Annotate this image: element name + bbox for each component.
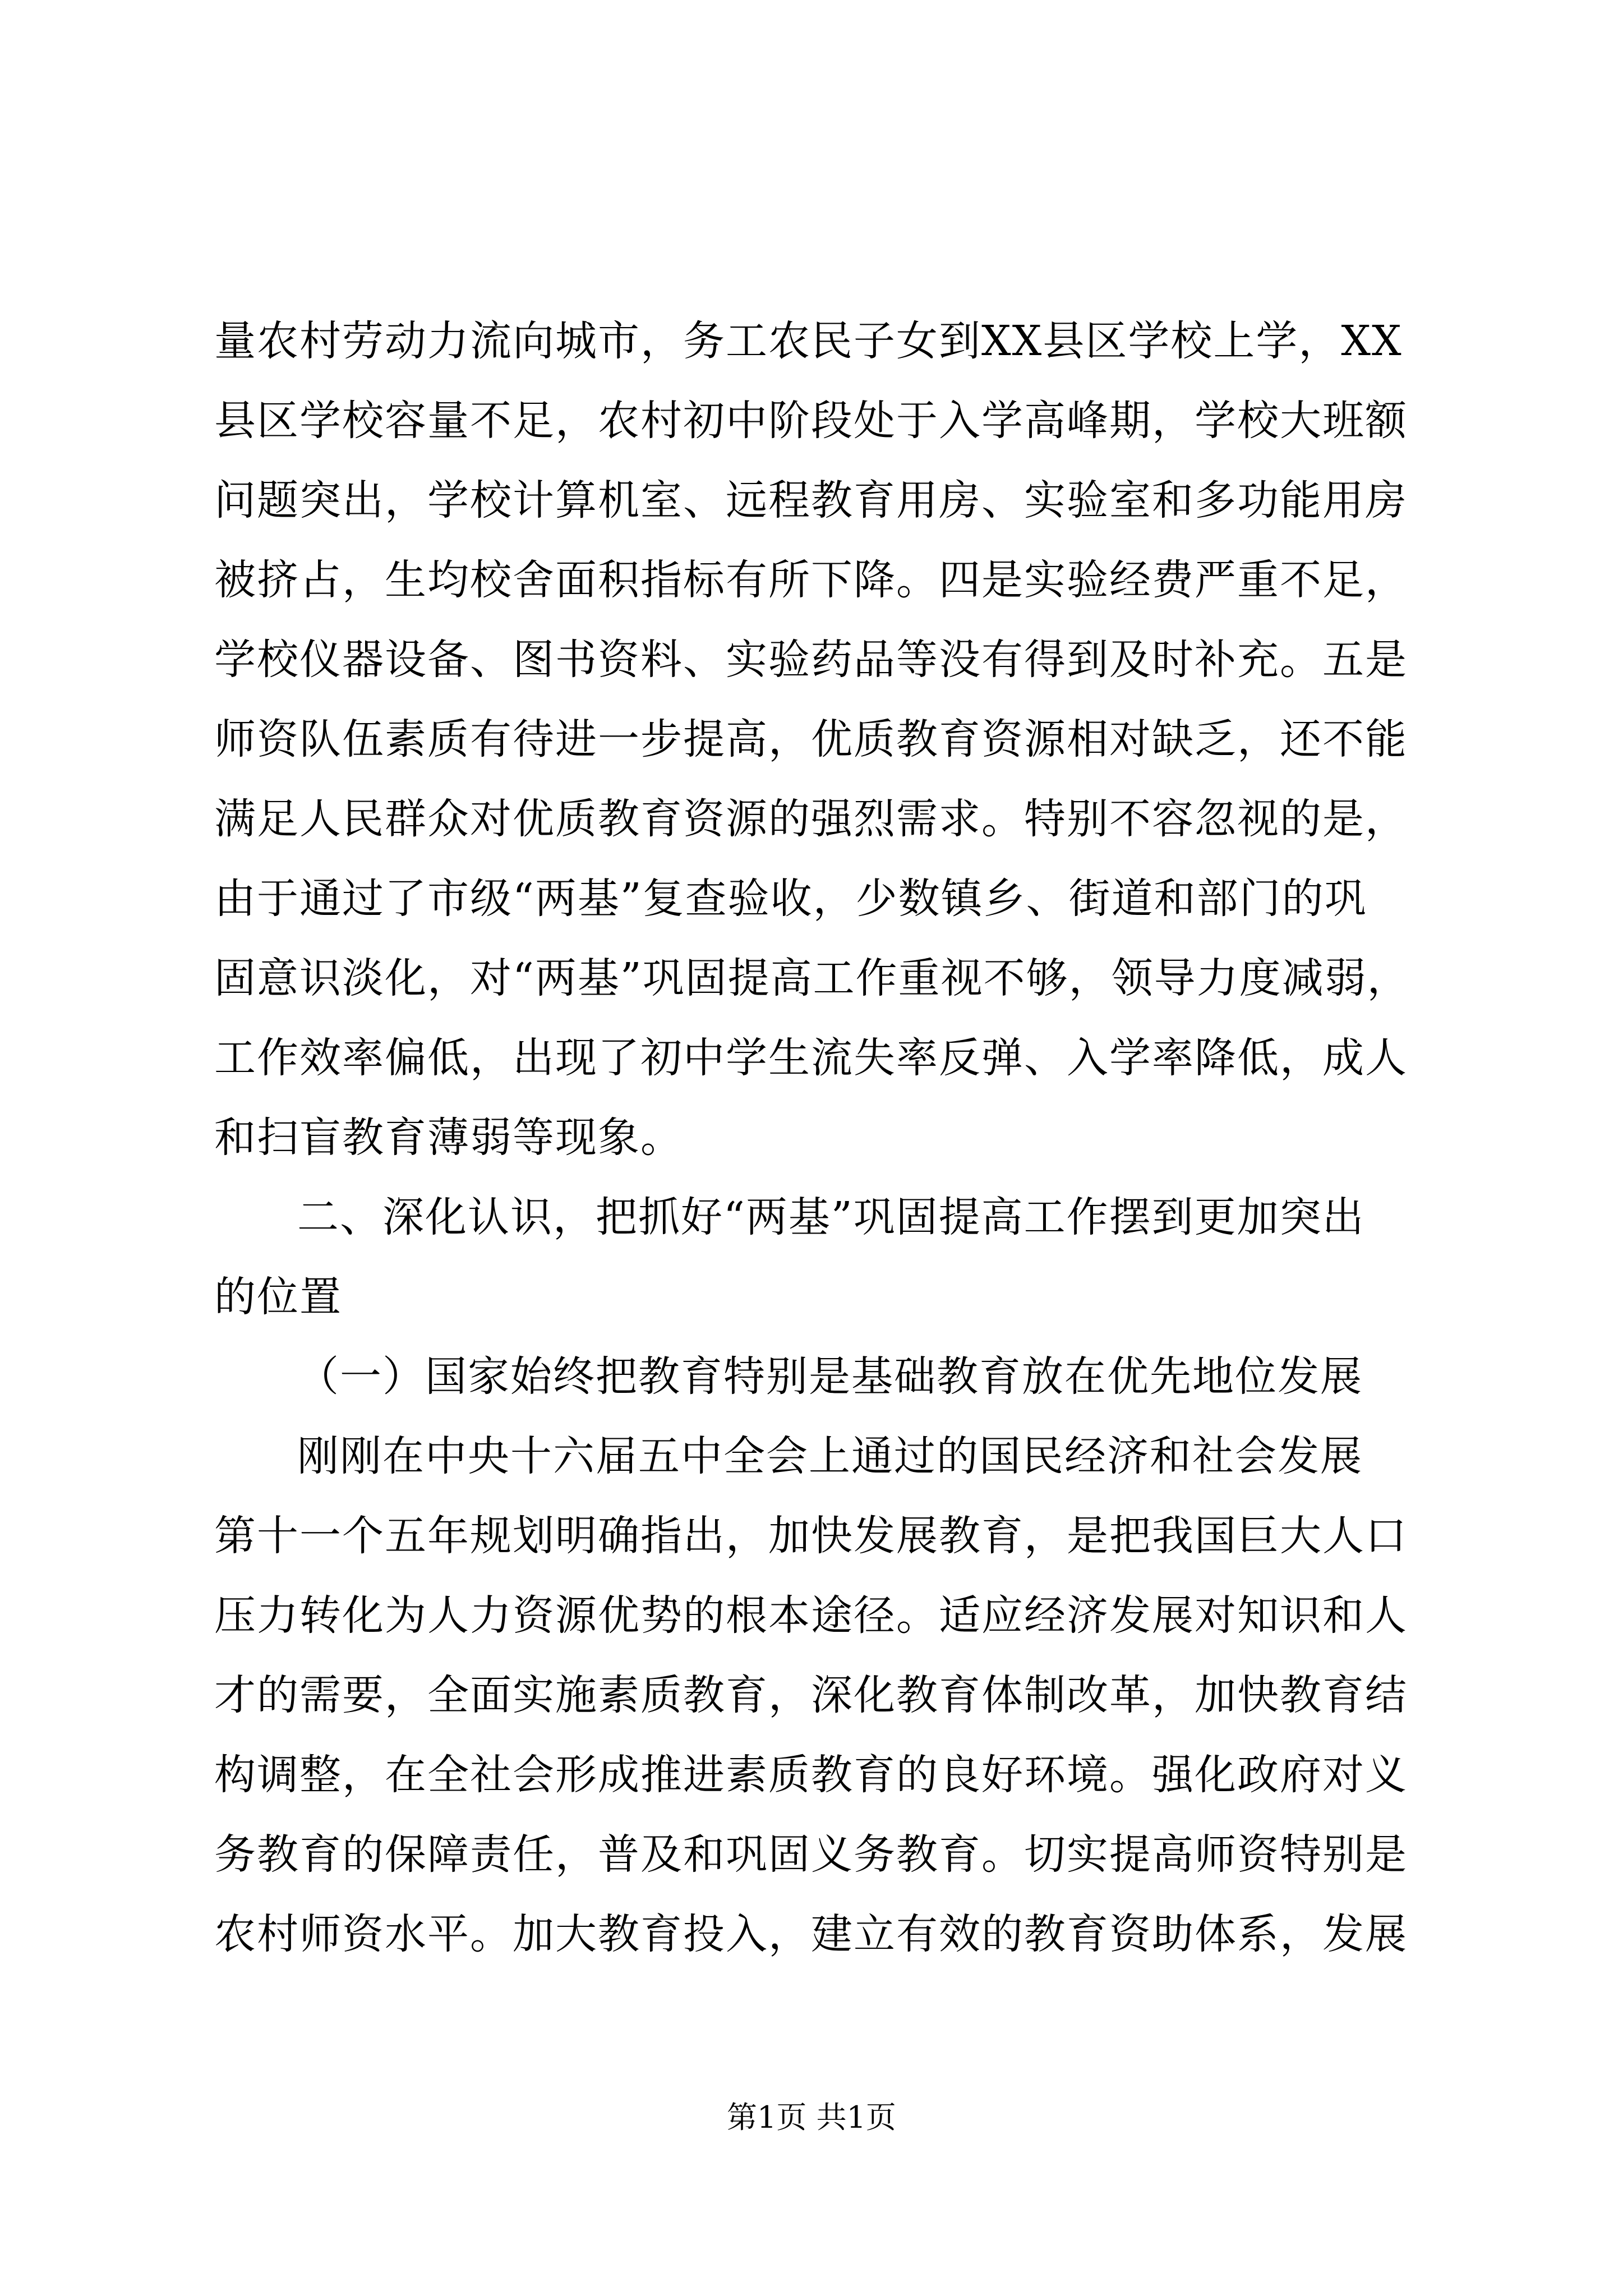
body-line: 学校仪器设备、图书资料、实验药品等没有得到及时补充。五是 (214, 636, 1408, 684)
body-line: 压力转化为人力资源优势的根本途径。适应经济发展对知识和人 (214, 1591, 1408, 1640)
page-footer: 第1页 共1页 (727, 2100, 896, 2135)
body-line: 务教育的保障责任，普及和巩固义务教育。切实提高师资特别是 (214, 1830, 1408, 1879)
body-line: 构调整，在全社会形成推进素质教育的良好环境。强化政府对义 (214, 1751, 1408, 1799)
body-line: 问题突出，学校计算机室、远程教育用房、实验室和多功能用房 (214, 476, 1408, 524)
body-line: 被挤占，生均校舍面积指标有所下降。四是实验经费严重不足， (214, 556, 1408, 604)
body-line: 满足人民群众对优质教育资源的强烈需求。特别不容忽视的是， (214, 795, 1408, 843)
body-line: 和扫盲教育薄弱等现象。 (214, 1114, 683, 1162)
body-line: 量农村劳动力流向城市，务工农民子女到XX县区学校上学，XX (214, 317, 1403, 365)
section-heading: 的位置 (214, 1273, 342, 1321)
body-line: 固意识淡化，对“两基”巩固提高工作重视不够，领导力度减弱， (214, 954, 1410, 1002)
body-line: 第十一个五年规划明确指出，加快发展教育，是把我国巨大人口 (214, 1512, 1408, 1560)
body-line: 刚刚在中央十六届五中全会上通过的国民经济和社会发展 (297, 1432, 1363, 1480)
body-line: 师资队伍素质有待进一步提高，优质教育资源相对缺乏，还不能 (214, 715, 1408, 763)
subsection-heading: （一）国家始终把教育特别是基础教育放在优先地位发展 (297, 1352, 1363, 1401)
body-line: 才的需要，全面实施素质教育，深化教育体制改革，加快教育结 (214, 1671, 1408, 1719)
body-line: 工作效率偏低，出现了初中学生流失率反弹、入学率降低，成人 (214, 1034, 1408, 1082)
body-line: 农村师资水平。加大教育投入，建立有效的教育资助体系，发展 (214, 1910, 1408, 1958)
section-heading: 二、深化认识，把抓好“两基”巩固提高工作摆到更加突出 (297, 1193, 1365, 1241)
body-line: 由于通过了市级“两基”复查验收，少数镇乡、街道和部门的巩 (214, 875, 1367, 923)
body-line: 县区学校容量不足，农村初中阶段处于入学高峰期，学校大班额 (214, 397, 1408, 445)
